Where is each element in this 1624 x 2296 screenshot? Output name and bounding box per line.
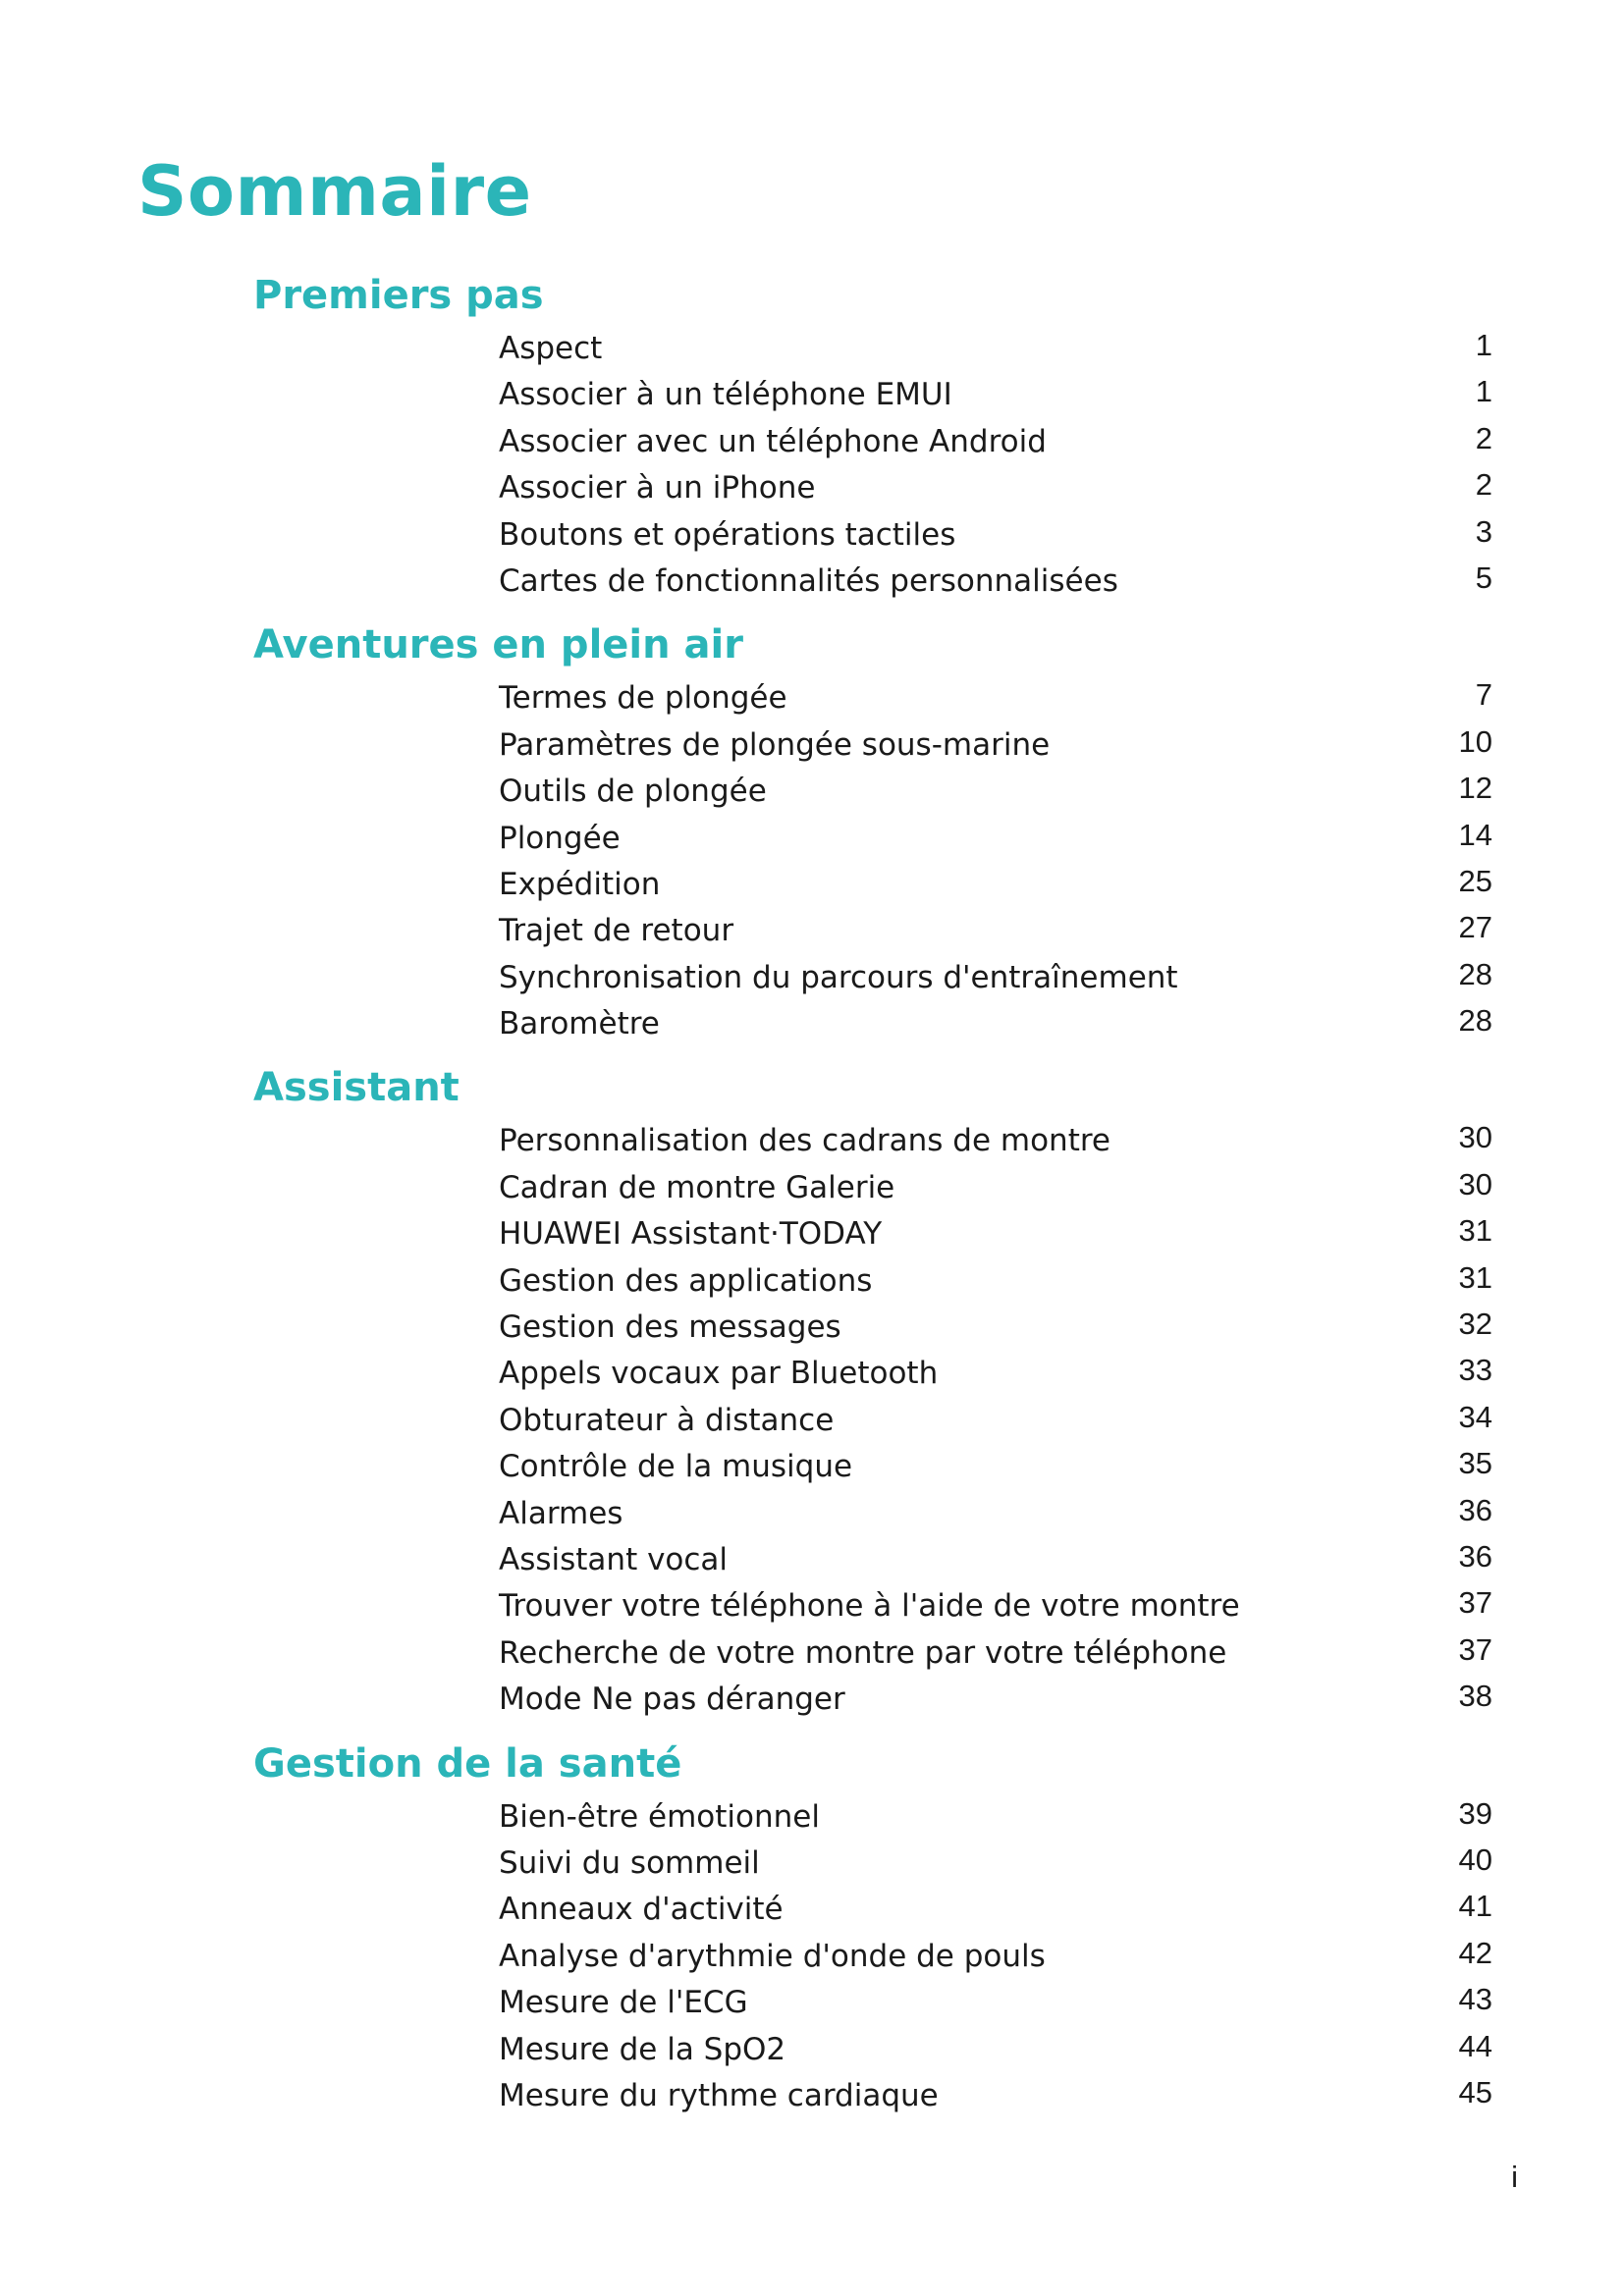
entry-page-number: 5 (1475, 560, 1492, 595)
entry-page-number: 37 (1458, 1585, 1492, 1621)
entry-title: Mesure de la SpO2 (499, 2031, 786, 2067)
entry-title: Gestion des messages (499, 1309, 841, 1346)
entry-page-number: 3 (1475, 513, 1492, 549)
entry-page-number: 30 (1458, 1166, 1492, 1201)
entry-page-number: 37 (1458, 1631, 1492, 1667)
entry-title: Cadran de montre Galerie (499, 1169, 895, 1205)
entry-page-number: 1 (1475, 328, 1492, 362)
entry-title: Trouver votre téléphone à l'aide de votre montre (499, 1588, 1240, 1625)
section-assistant (0, 1057, 1624, 1723)
toc-entry[interactable] (0, 1211, 1624, 1257)
entry-title: Alarmes (499, 1495, 623, 1531)
section-aventures-en-plein-air (0, 614, 1624, 1047)
entry-page-number: 45 (1458, 2074, 1492, 2109)
entry-title: Contrôle de la musique (499, 1449, 853, 1485)
entry-title: Bien-être émotionnel (499, 1798, 820, 1835)
entry-title: Outils de plongée (499, 774, 767, 810)
toc-entry[interactable] (0, 2027, 1624, 2073)
entry-title: Trajet de retour (499, 913, 734, 949)
entry-page-number: 30 (1458, 1120, 1492, 1155)
entry-title: Assistant vocal (499, 1541, 729, 1577)
toc-entry[interactable] (0, 769, 1624, 815)
entry-title: Aspect (499, 331, 603, 366)
entry-title: Baromètre (499, 1006, 660, 1042)
entry-page-number: 44 (1458, 2028, 1492, 2063)
section-title[interactable]: Assistant (253, 1065, 460, 1111)
toc-entry[interactable] (0, 1583, 1624, 1629)
entry-page-number: 7 (1475, 677, 1492, 713)
entry-page-number: 2 (1475, 420, 1492, 455)
toc-entry[interactable] (0, 1258, 1624, 1305)
toc-entry[interactable] (0, 1001, 1624, 1047)
entry-title: Anneaux d'activité (499, 1892, 784, 1928)
toc-entry[interactable] (0, 1491, 1624, 1537)
entry-page-number: 36 (1458, 1492, 1492, 1527)
toc-entry[interactable] (0, 559, 1624, 605)
entry-page-number: 35 (1458, 1446, 1492, 1481)
entry-page-number: 41 (1458, 1889, 1492, 1924)
entry-title: HUAWEI Assistant·TODAY (499, 1216, 883, 1253)
entry-page-number: 31 (1458, 1259, 1492, 1295)
toc-entry[interactable] (0, 1165, 1624, 1211)
toc-entry[interactable] (0, 1118, 1624, 1164)
entry-list (0, 326, 1624, 605)
toc-entry[interactable] (0, 1351, 1624, 1397)
entry-page-number: 39 (1458, 1795, 1492, 1831)
entry-title: Personnalisation des cadrans de montre (499, 1123, 1110, 1159)
entry-title: Expédition (499, 866, 661, 902)
toc-entry[interactable] (0, 1980, 1624, 2026)
entry-page-number: 38 (1458, 1679, 1492, 1714)
toc-entry[interactable] (0, 1887, 1624, 1933)
toc-entry[interactable] (0, 816, 1624, 862)
toc-entry[interactable] (0, 1934, 1624, 1980)
entry-list (0, 675, 1624, 1047)
entry-page-number: 14 (1458, 817, 1492, 852)
entry-title: Appels vocaux par Bluetooth (499, 1356, 939, 1392)
entry-page-number: 32 (1458, 1307, 1492, 1342)
section-title[interactable]: Premiers pas (253, 273, 544, 318)
entry-title: Analyse d'arythmie d'onde de pouls (499, 1938, 1046, 1974)
toc-entry[interactable] (0, 955, 1624, 1001)
toc-entry[interactable] (0, 1841, 1624, 1887)
toc-entry[interactable] (0, 722, 1624, 769)
entry-page-number: 12 (1458, 771, 1492, 806)
entry-page-number: 42 (1458, 1935, 1492, 1970)
entry-title: Suivi du sommeil (499, 1844, 760, 1881)
entry-list (0, 1118, 1624, 1723)
toc-entry[interactable] (0, 2073, 1624, 2119)
toc-entry[interactable] (0, 1305, 1624, 1351)
entry-title: Gestion des applications (499, 1262, 873, 1299)
entry-list (0, 1794, 1624, 2120)
table-of-contents (0, 265, 1624, 2129)
section-gestion-de-la-sante (0, 1734, 1624, 2120)
entry-title: Associer avec un téléphone Android (499, 423, 1047, 459)
entry-title: Plongée (499, 820, 621, 856)
toc-entry[interactable] (0, 1630, 1624, 1677)
toc-entry[interactable] (0, 1398, 1624, 1444)
toc-entry[interactable] (0, 1677, 1624, 1723)
page-number: i (1511, 2160, 1518, 2194)
entry-page-number: 40 (1458, 1842, 1492, 1877)
entry-title: Mesure du rythme cardiaque (499, 2077, 939, 2113)
toc-entry[interactable] (0, 1794, 1624, 1841)
entry-page-number: 28 (1458, 956, 1492, 991)
section-title[interactable]: Gestion de la santé (253, 1740, 682, 1787)
entry-title: Mode Ne pas déranger (499, 1682, 845, 1718)
toc-entry[interactable] (0, 862, 1624, 908)
entry-title: Mesure de l'ECG (499, 1985, 748, 2021)
entry-page-number: 1 (1475, 374, 1492, 409)
toc-entry[interactable] (0, 1537, 1624, 1583)
toc-entry[interactable] (0, 675, 1624, 721)
entry-title: Recherche de votre montre par votre téléphone (499, 1634, 1227, 1671)
section-premiers-pas (0, 265, 1624, 605)
toc-entry[interactable] (0, 372, 1624, 418)
entry-title: Paramètres de plongée sous-marine (499, 726, 1051, 763)
entry-page-number: 25 (1458, 863, 1492, 898)
entry-title: Termes de plongée (499, 680, 787, 717)
entry-page-number: 27 (1458, 910, 1492, 945)
entry-page-number: 33 (1458, 1353, 1492, 1388)
entry-page-number: 2 (1475, 467, 1492, 503)
toc-entry[interactable] (0, 908, 1624, 954)
entry-title: Cartes de fonctionnalités personnalisées (499, 562, 1118, 599)
toc-entry[interactable] (0, 326, 1624, 372)
entry-page-number: 31 (1458, 1213, 1492, 1249)
entry-page-number: 36 (1458, 1538, 1492, 1574)
toc-entry[interactable] (0, 1444, 1624, 1490)
toc-entry[interactable] (0, 512, 1624, 559)
section-title[interactable]: Aventures en plein air (253, 622, 743, 668)
entry-page-number: 43 (1458, 1982, 1492, 2017)
entry-page-number: 34 (1458, 1399, 1492, 1434)
entry-page-number: 28 (1458, 1003, 1492, 1039)
page-title: Sommaire (137, 151, 532, 232)
entry-title: Associer à un iPhone (499, 470, 816, 507)
entry-title: Boutons et opérations tactiles (499, 516, 956, 553)
entry-title: Associer à un téléphone EMUI (499, 377, 952, 413)
entry-title: Synchronisation du parcours d'entraînement (499, 959, 1178, 995)
toc-entry[interactable] (0, 419, 1624, 465)
entry-title: Obturateur à distance (499, 1402, 835, 1438)
toc-entry[interactable] (0, 465, 1624, 511)
entry-page-number: 10 (1458, 723, 1492, 759)
